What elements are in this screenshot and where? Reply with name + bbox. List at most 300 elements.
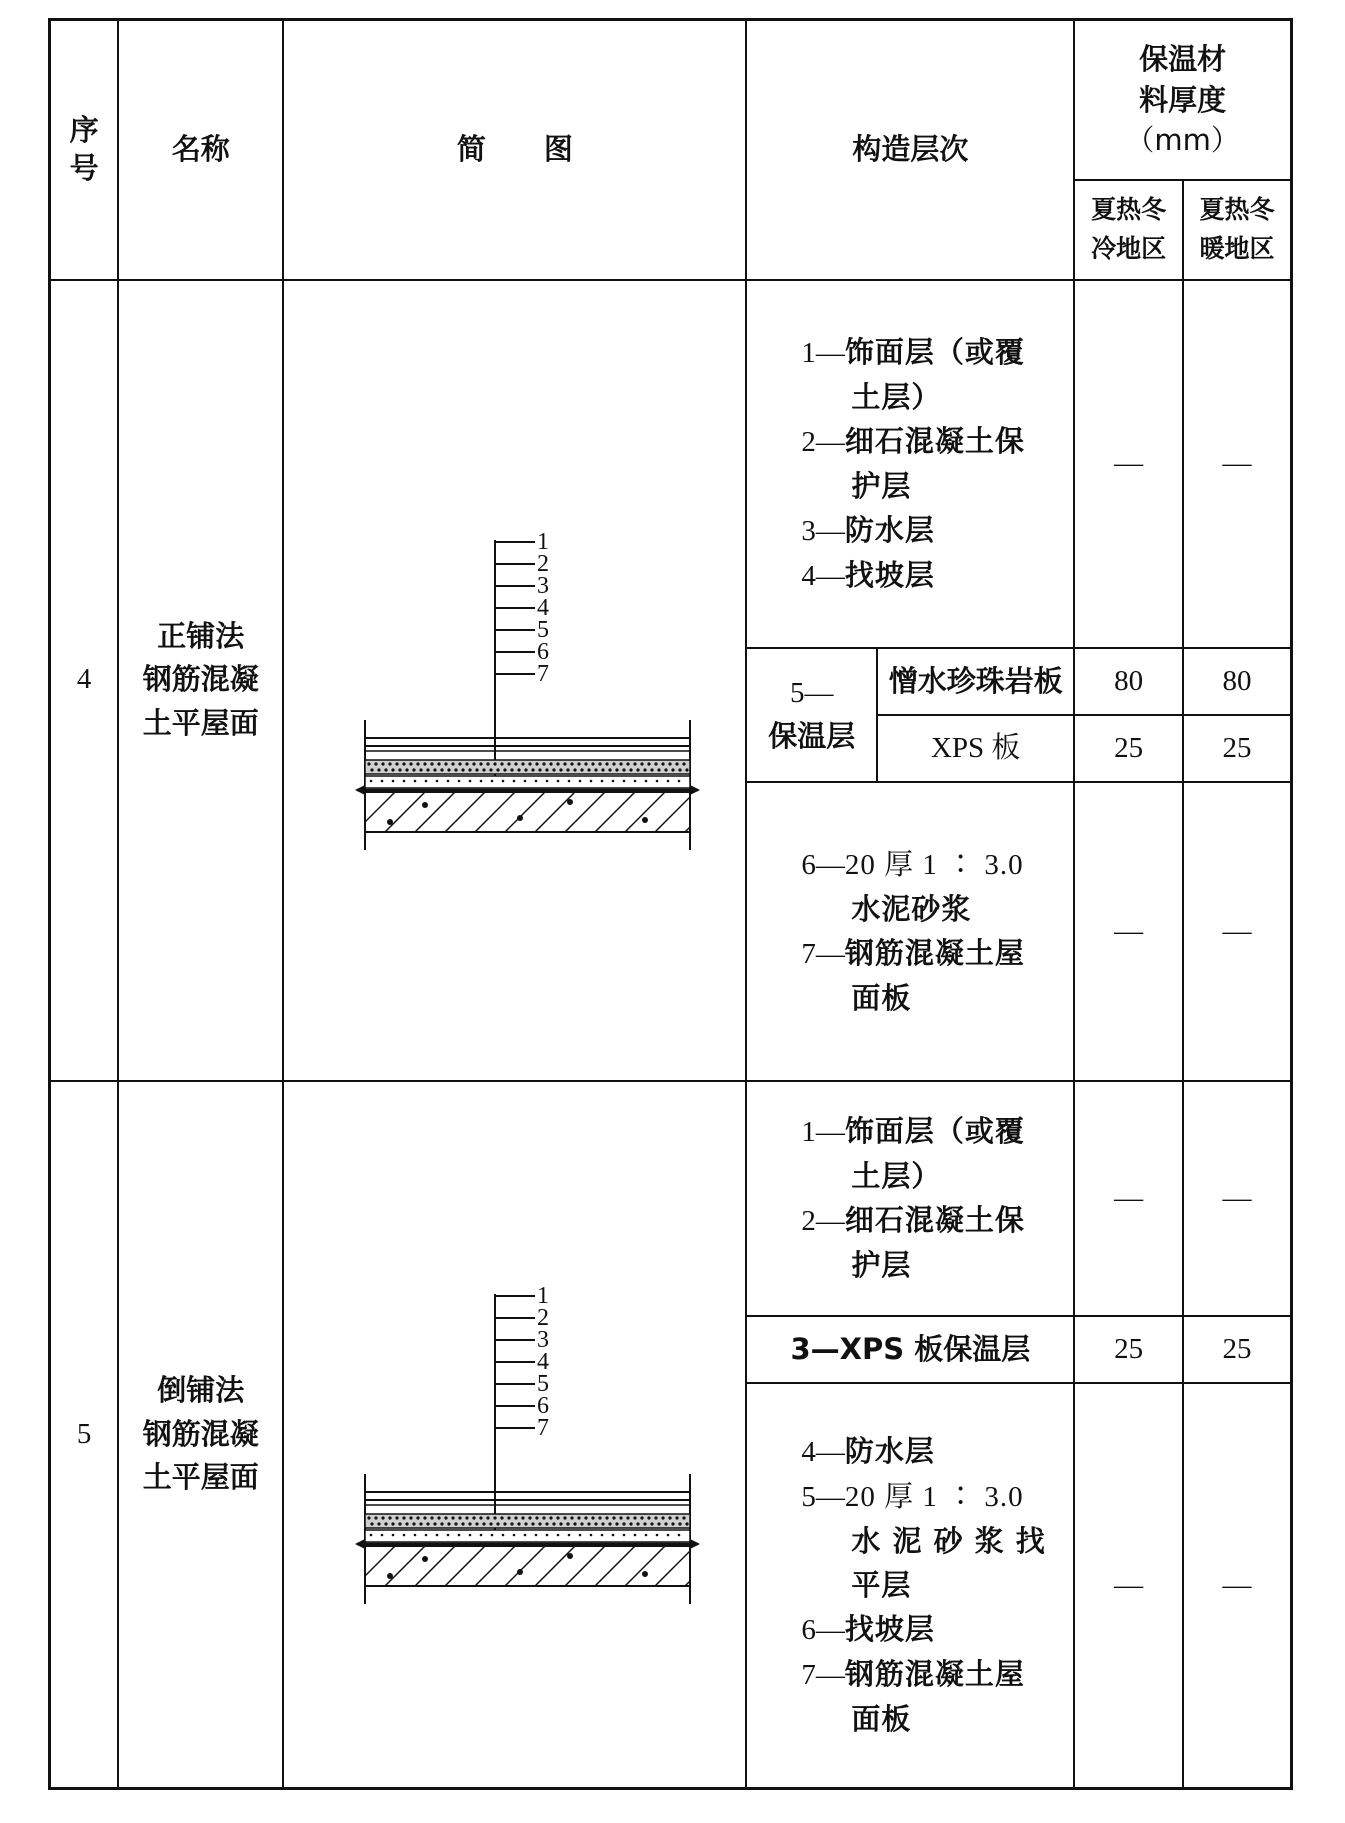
insulation-dot xyxy=(510,769,513,772)
screed-speck xyxy=(414,780,417,783)
insulation-dot xyxy=(678,1523,681,1526)
layer-label: 7 xyxy=(536,661,549,688)
layer-text-cont: 土层） xyxy=(851,379,942,414)
header-zone2-line: 夏热冬 xyxy=(1199,194,1275,224)
insulation-dot xyxy=(612,1517,615,1520)
aggregate-dot xyxy=(422,1556,428,1562)
screed-speck xyxy=(678,780,681,783)
insulation-dot xyxy=(580,1523,583,1526)
screed-speck xyxy=(645,1534,648,1537)
insulation-dot xyxy=(570,1517,573,1520)
layer-item xyxy=(801,419,1065,508)
layer-number: 1— xyxy=(801,1116,845,1149)
insulation-dot xyxy=(461,1523,464,1526)
layer-number: 6— xyxy=(801,1614,845,1647)
insulation-dot xyxy=(479,763,482,766)
insulation-dot xyxy=(440,769,443,772)
insulation-dot xyxy=(629,769,632,772)
screed-speck xyxy=(590,780,593,783)
insulation-dot xyxy=(584,1517,587,1520)
insulation-dot xyxy=(542,763,545,766)
insulation-dot xyxy=(437,763,440,766)
insulation-dot xyxy=(591,1517,594,1520)
insulation-dot xyxy=(654,1517,657,1520)
layer-label: 1 xyxy=(536,1283,549,1310)
insulation-dot xyxy=(465,763,468,766)
insulation-dot xyxy=(629,1523,632,1526)
layer-item xyxy=(801,1429,1065,1474)
insulation-dot xyxy=(458,763,461,766)
insulation-dot xyxy=(577,763,580,766)
insulation-dot xyxy=(528,763,531,766)
insulation-dot xyxy=(563,1517,566,1520)
layer-number: 1— xyxy=(801,336,845,369)
row-4-layers-top xyxy=(746,280,1074,648)
row-5-bottom-zone2-value: — xyxy=(1183,1383,1292,1789)
layer-item xyxy=(801,1198,1065,1287)
insulation-dot xyxy=(447,1523,450,1526)
insulation-dot xyxy=(377,1523,380,1526)
layer-text-cont: 面板 xyxy=(851,981,912,1016)
insulation-dot xyxy=(685,1523,688,1526)
layer-item xyxy=(801,1652,1065,1741)
screed-speck xyxy=(436,1534,439,1537)
row-4-xps-zone2: 25 xyxy=(1183,715,1292,782)
insulation-dot xyxy=(552,769,555,772)
screed-speck xyxy=(392,780,395,783)
layer-label: 4 xyxy=(536,1349,549,1376)
insulation-dot xyxy=(664,769,667,772)
insulation-dot xyxy=(489,1523,492,1526)
insulation-dot xyxy=(566,1523,569,1526)
insulation-dot xyxy=(559,769,562,772)
row-5-bottom-zone1-value: — xyxy=(1074,1383,1183,1789)
insulation-dot xyxy=(391,1523,394,1526)
insulation-dot xyxy=(668,1517,671,1520)
aggregate-dot xyxy=(567,1553,573,1559)
row-4-name xyxy=(118,280,283,1081)
insulation-dot xyxy=(570,763,573,766)
row-5-top-zone1-value: — xyxy=(1074,1081,1183,1316)
insulation-dot xyxy=(468,1523,471,1526)
insulation-dot xyxy=(377,769,380,772)
screed-speck xyxy=(557,1534,560,1537)
insulation-dot xyxy=(517,1523,520,1526)
insulation-dot xyxy=(521,1517,524,1520)
insulation-dot xyxy=(573,1523,576,1526)
insulation-dot xyxy=(535,1517,538,1520)
slab-hatch-line xyxy=(325,792,365,832)
insulation-dot xyxy=(430,1517,433,1520)
insulation-dot xyxy=(671,1523,674,1526)
aggregate-dot xyxy=(422,802,428,808)
insulation-dot xyxy=(412,769,415,772)
row-5-xps-zone1: 25 xyxy=(1074,1316,1183,1383)
layer-text: 找坡层 xyxy=(844,557,935,592)
insulation-dot xyxy=(643,1523,646,1526)
insulation-dot xyxy=(650,769,653,772)
row-4-layers-bottom xyxy=(746,782,1074,1080)
layer-item xyxy=(801,931,1065,1020)
insulation-dot xyxy=(633,763,636,766)
row-5-seq: 5 xyxy=(50,1081,119,1789)
insulation-dot xyxy=(510,1523,513,1526)
insulation-dot xyxy=(384,769,387,772)
row-4-bottom-zone1-value: — xyxy=(1074,782,1183,1080)
screed-speck xyxy=(601,1534,604,1537)
insulation-dot xyxy=(682,763,685,766)
row-5-layers-top xyxy=(746,1081,1074,1316)
insulation-dot xyxy=(521,763,524,766)
insulation-dot xyxy=(647,763,650,766)
insulation-dot xyxy=(507,1517,510,1520)
insulation-dot xyxy=(384,1523,387,1526)
insulation-dot xyxy=(503,769,506,772)
insulation-dot xyxy=(584,763,587,766)
screed-speck xyxy=(612,1534,615,1537)
aggregate-dot xyxy=(517,815,523,821)
insulation-dot xyxy=(496,769,499,772)
insulation-dot xyxy=(475,769,478,772)
insulation-dot xyxy=(412,1523,415,1526)
insulation-dot xyxy=(615,769,618,772)
insulation-dot xyxy=(461,769,464,772)
membrane-arrow-right xyxy=(690,1539,700,1549)
insulation-dot xyxy=(594,769,597,772)
insulation-dot xyxy=(482,769,485,772)
insulation-dot xyxy=(601,1523,604,1526)
header-thickness-line: 料厚度 xyxy=(1139,82,1227,117)
insulation-dot xyxy=(549,1517,552,1520)
screed-speck xyxy=(601,780,604,783)
insulation-dot xyxy=(381,1517,384,1520)
insulation-dot xyxy=(419,1523,422,1526)
layer-text-cont: 土层） xyxy=(851,1159,942,1194)
insulation-dot xyxy=(447,769,450,772)
layer-label: 5 xyxy=(536,1371,549,1398)
screed-speck xyxy=(513,1534,516,1537)
aggregate-dot xyxy=(567,799,573,805)
screed-speck xyxy=(535,1534,538,1537)
insulation-dot xyxy=(395,1517,398,1520)
insulation-dot xyxy=(444,763,447,766)
insulation-dot xyxy=(601,769,604,772)
insulation-dot xyxy=(657,769,660,772)
insulation-dot xyxy=(496,1523,499,1526)
insulation-dot xyxy=(440,1523,443,1526)
insulation-dot xyxy=(671,769,674,772)
row-4-insulation-label xyxy=(746,648,877,782)
insulation-dot xyxy=(451,763,454,766)
layer-text-cont: 水 泥 砂 浆 找 xyxy=(851,1524,1046,1559)
insulation-dot xyxy=(531,1523,534,1526)
insulation-dot xyxy=(678,769,681,772)
layer-label: 5 xyxy=(536,617,549,644)
insulation-dot xyxy=(650,1523,653,1526)
insulation-dot xyxy=(559,1523,562,1526)
insulation-dot xyxy=(472,763,475,766)
layer-item xyxy=(801,1109,1065,1198)
screed-speck xyxy=(392,1534,395,1537)
header-thickness xyxy=(1074,20,1291,180)
screed-speck xyxy=(667,1534,670,1537)
insulation-dot xyxy=(573,769,576,772)
layer-number: 2— xyxy=(801,1205,845,1238)
layer-text: 20 厚 1 ∶ 3.0 xyxy=(844,1481,1024,1514)
layer-label: 4 xyxy=(536,595,549,622)
row-4-perlite-zone1: 80 xyxy=(1074,648,1183,715)
insulation-dot xyxy=(577,1517,580,1520)
insulation-dot xyxy=(370,1523,373,1526)
insulation-dot xyxy=(416,763,419,766)
insulation-text: 保温层 xyxy=(768,719,856,754)
insulation-dot xyxy=(587,1523,590,1526)
screed-speck xyxy=(667,780,670,783)
header-zone-hot-summer-cold-winter xyxy=(1074,180,1183,280)
header-thickness-line: 保温材 xyxy=(1139,41,1227,76)
insulation-dot xyxy=(433,1523,436,1526)
insulation-dot xyxy=(675,763,678,766)
insulation-dot xyxy=(423,1517,426,1520)
insulation-dot xyxy=(626,763,629,766)
insulation-dot xyxy=(486,763,489,766)
aggregate-dot xyxy=(642,1571,648,1577)
screed-speck xyxy=(469,1534,472,1537)
insulation-dot xyxy=(633,1517,636,1520)
insulation-dot xyxy=(619,1517,622,1520)
layer-label: 6 xyxy=(536,1393,549,1420)
layer-number: 7— xyxy=(801,938,845,971)
screed-speck xyxy=(403,780,406,783)
insulation-dot xyxy=(675,1517,678,1520)
insulation-dot xyxy=(416,1517,419,1520)
screed-speck xyxy=(381,1534,384,1537)
insulation-dot xyxy=(622,769,625,772)
screed-speck xyxy=(579,780,582,783)
aggregate-dot xyxy=(517,1569,523,1575)
insulation-dot xyxy=(598,1517,601,1520)
screed-speck xyxy=(458,780,461,783)
screed-speck xyxy=(645,780,648,783)
insulation-dot xyxy=(482,1523,485,1526)
insulation-dot xyxy=(419,769,422,772)
insulation-dot xyxy=(661,1517,664,1520)
screed-speck xyxy=(370,1534,373,1537)
screed-speck xyxy=(469,780,472,783)
insulation-dot xyxy=(433,769,436,772)
row-5-name-line: 土平屋面 xyxy=(142,1460,259,1495)
insulation-dot xyxy=(423,763,426,766)
insulation-dot xyxy=(605,763,608,766)
insulation-dot xyxy=(608,769,611,772)
layer-item xyxy=(801,842,1065,931)
insulation-dot xyxy=(580,769,583,772)
screed-speck xyxy=(634,1534,637,1537)
row-5-top-zone2-value: — xyxy=(1183,1081,1292,1316)
screed-speck xyxy=(491,1534,494,1537)
screed-speck xyxy=(502,1534,505,1537)
insulation-dot xyxy=(538,769,541,772)
screed-speck xyxy=(546,1534,549,1537)
insulation-dot xyxy=(594,1523,597,1526)
screed-speck xyxy=(623,1534,626,1537)
insulation-dot xyxy=(647,1517,650,1520)
screed-speck xyxy=(568,1534,571,1537)
row-4-layer-list-bottom xyxy=(801,842,1065,1020)
insulation-dot xyxy=(531,769,534,772)
insulation-dot xyxy=(556,763,559,766)
screed-speck xyxy=(579,1534,582,1537)
screed-speck xyxy=(568,780,571,783)
membrane-arrow-left xyxy=(355,1539,365,1549)
insulation-dot xyxy=(374,763,377,766)
insulation-dot xyxy=(500,1517,503,1520)
screed-speck xyxy=(370,780,373,783)
insulation-dot xyxy=(493,763,496,766)
membrane-arrow-right xyxy=(690,785,700,795)
insulation-dot xyxy=(405,1523,408,1526)
insulation-dot xyxy=(430,763,433,766)
insulation-dot xyxy=(619,763,622,766)
insulation-dot xyxy=(391,769,394,772)
layer-text: 防水层 xyxy=(844,512,935,547)
insulation-dot xyxy=(465,1517,468,1520)
screed-layer xyxy=(365,1530,690,1542)
row-4-layer-list-top xyxy=(801,330,1065,598)
screed-speck xyxy=(414,1534,417,1537)
row-5-layers-bottom xyxy=(746,1383,1074,1789)
insulation-dot xyxy=(444,1517,447,1520)
insulation-dot xyxy=(479,1517,482,1520)
screed-speck xyxy=(513,780,516,783)
layer-text-cont: 护层 xyxy=(851,1248,912,1283)
insulation-dot xyxy=(643,769,646,772)
row-5-name-line: 钢筋混凝 xyxy=(142,1416,259,1451)
insulation-dot xyxy=(636,769,639,772)
layer-label: 1 xyxy=(536,529,549,556)
layer-text: 找坡层 xyxy=(844,1612,935,1647)
row-4-name-line: 土平屋面 xyxy=(142,705,259,740)
insulation-dot xyxy=(426,769,429,772)
insulation-dot xyxy=(388,1517,391,1520)
insulation-dot xyxy=(503,1523,506,1526)
screed-speck xyxy=(524,780,527,783)
screed-speck xyxy=(590,1534,593,1537)
screed-speck xyxy=(634,780,637,783)
layer-text: 细石混凝土保 xyxy=(844,423,1025,458)
header-zone1-line: 夏热冬 xyxy=(1091,194,1167,224)
header-thickness-line: （mm） xyxy=(1125,123,1240,158)
concrete-slab xyxy=(365,1546,690,1586)
insulation-dot xyxy=(622,1523,625,1526)
insulation-dot xyxy=(664,1523,667,1526)
header-seq xyxy=(50,20,119,280)
insulation-dot xyxy=(626,1517,629,1520)
insulation-dot xyxy=(402,763,405,766)
screed-speck xyxy=(480,780,483,783)
screed-speck xyxy=(436,780,439,783)
header-zone2-line: 暖地区 xyxy=(1199,233,1275,263)
screed-speck xyxy=(678,1534,681,1537)
insulation-dot xyxy=(514,1517,517,1520)
screed-speck xyxy=(491,780,494,783)
insulation-dot xyxy=(615,1523,618,1526)
screed-speck xyxy=(447,780,450,783)
row-5-roof-section-diagram xyxy=(315,1254,715,1614)
row-4-material-xps: XPS 板 xyxy=(877,715,1074,782)
insulation-dot xyxy=(657,1523,660,1526)
row-5-name xyxy=(118,1081,283,1789)
insulation-dot xyxy=(552,1523,555,1526)
insulation-dot xyxy=(640,763,643,766)
layer-item xyxy=(801,1607,1065,1652)
insulation-dot xyxy=(388,763,391,766)
insulation-dot xyxy=(517,769,520,772)
insulation-dot xyxy=(472,1517,475,1520)
insulation-dot xyxy=(654,763,657,766)
layer-label: 2 xyxy=(536,1305,549,1332)
layer-number: 4— xyxy=(801,559,845,592)
layer-text-cont: 护层 xyxy=(851,468,912,503)
row-4-top-zone2-value: — xyxy=(1183,280,1292,648)
screed-speck xyxy=(656,1534,659,1537)
row-4-roof-section-diagram xyxy=(315,500,715,860)
insulation-dot xyxy=(549,763,552,766)
layer-text: 细石混凝土保 xyxy=(844,1203,1025,1238)
insulation-dot xyxy=(437,1517,440,1520)
layer-label: 3 xyxy=(536,573,549,600)
layer-number: 2— xyxy=(801,425,845,458)
insulation-dot xyxy=(405,769,408,772)
screed-speck xyxy=(425,780,428,783)
screed-layer xyxy=(365,776,690,788)
aggregate-dot xyxy=(387,1573,393,1579)
row-4-diagram-cell xyxy=(283,280,746,1081)
screed-speck xyxy=(403,1534,406,1537)
insulation-dot xyxy=(458,1517,461,1520)
roof-insulation-table xyxy=(48,18,1293,1790)
header-name: 名称 xyxy=(118,20,283,280)
row-4-bottom-zone2-value: — xyxy=(1183,782,1292,1080)
insulation-dot xyxy=(598,763,601,766)
row-4-material-perlite: 憎水珍珠岩板 xyxy=(877,648,1074,715)
insulation-dot xyxy=(454,769,457,772)
row-4-name-line: 钢筋混凝 xyxy=(142,662,259,697)
header-diagram: 简 图 xyxy=(283,20,746,280)
insulation-dot xyxy=(454,1523,457,1526)
insulation-dot xyxy=(367,1517,370,1520)
insulation-dot xyxy=(682,1517,685,1520)
insulation-dot xyxy=(402,1517,405,1520)
insulation-dot xyxy=(475,1523,478,1526)
layer-number: 4— xyxy=(801,1436,845,1469)
insulation-dot xyxy=(528,1517,531,1520)
concrete-slab xyxy=(365,792,690,832)
insulation-dot xyxy=(374,1517,377,1520)
insulation-dot xyxy=(612,763,615,766)
insulation-dot xyxy=(500,763,503,766)
aggregate-dot xyxy=(387,819,393,825)
row-5-insulation-xps: 3—XPS 板保温层 xyxy=(746,1316,1074,1383)
layer-text: 饰面层（或覆 xyxy=(844,1114,1025,1149)
insulation-dot xyxy=(514,763,517,766)
insulation-dot xyxy=(685,769,688,772)
row-4-seq: 4 xyxy=(50,280,119,1081)
screed-speck xyxy=(502,780,505,783)
insulation-dot xyxy=(409,1517,412,1520)
insulation-dot xyxy=(556,1517,559,1520)
insulation-dot xyxy=(566,769,569,772)
